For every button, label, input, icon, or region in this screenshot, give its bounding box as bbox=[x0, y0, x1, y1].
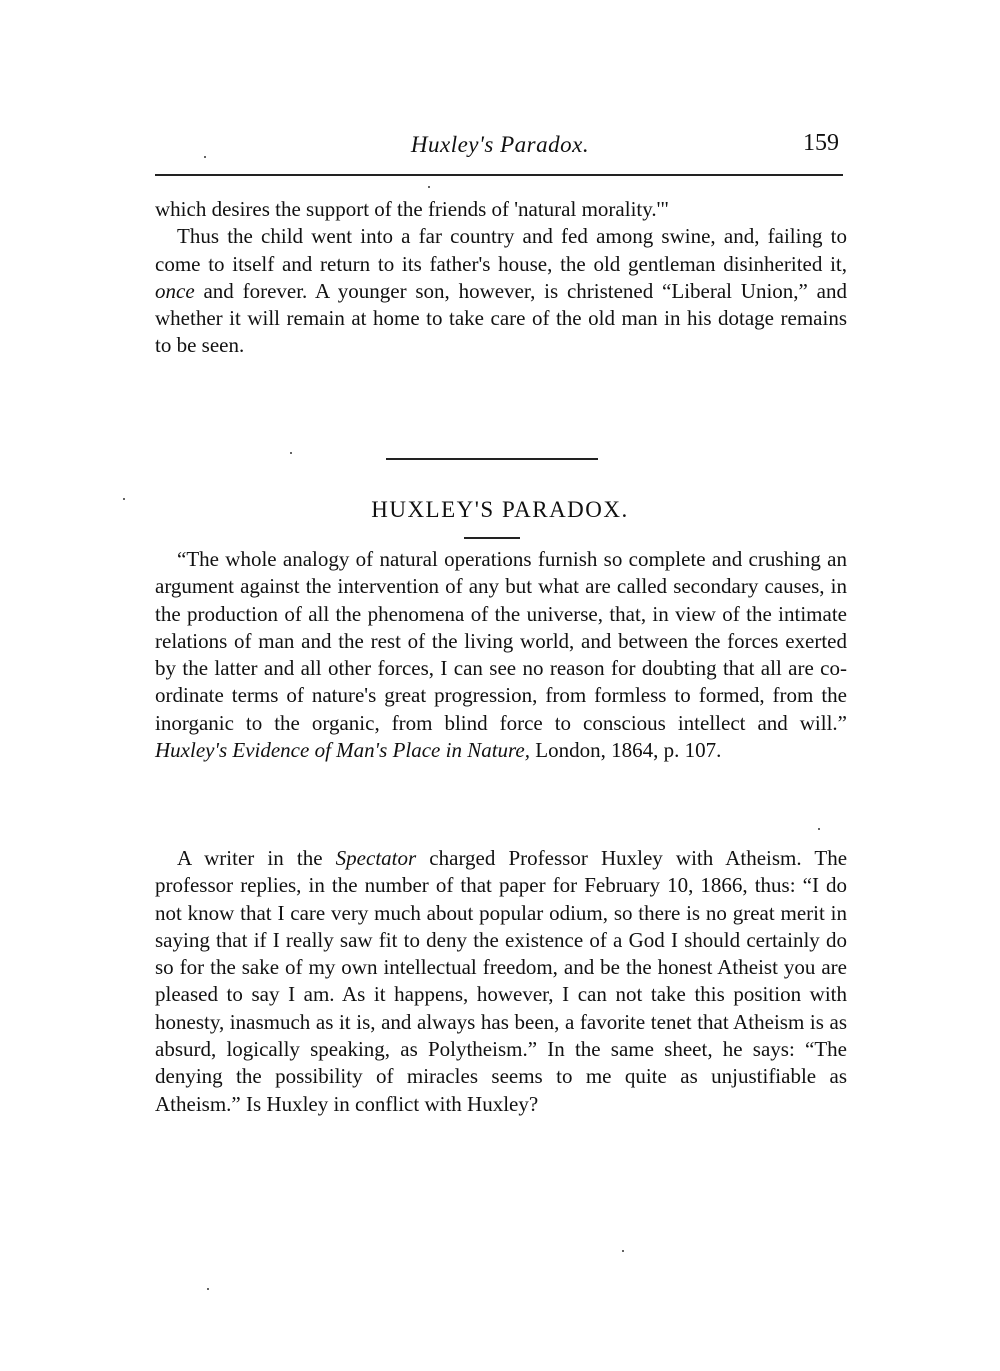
print-speck bbox=[818, 828, 820, 830]
quotation-block bbox=[155, 546, 847, 764]
running-title: Huxley's Paradox. bbox=[410, 132, 590, 157]
paragraph-quote bbox=[155, 546, 847, 764]
title-underline bbox=[464, 537, 520, 539]
quote-text: “The whole analogy of natural operations furnish so complete and crushing an argument against the intervention of any but what are called secondary causes, in the production of all the phenomena of the universe, that, in view of the intimate relations of man and the rest of the living world, and between the forces exerted by the latter and all other forces, I can see no reason for doubting that all are co-ordinate terms of nature's great progression, from formless to formed, from the inorganic to the organic, from blind force to conscious intellect and will.” bbox=[155, 547, 847, 735]
paragraph-prodigal-end: and forever. A younger son, however, is christened “Liberal Union,” and whether it will remain at home to take care of the old man in his dotage remains to be seen. bbox=[155, 278, 847, 358]
paragraph-prodigal bbox=[155, 223, 847, 359]
emphasis-once: once bbox=[155, 278, 195, 303]
print-speck bbox=[290, 452, 292, 454]
citation-details: London, 1864, p. 107. bbox=[535, 738, 722, 763]
print-speck bbox=[204, 156, 206, 158]
emphasis-spectator: Spectator bbox=[335, 846, 417, 870]
section-divider bbox=[386, 458, 598, 460]
print-speck bbox=[123, 498, 125, 500]
paragraph-prodigal-start: Thus the child went into a far country and fed among swine, and, failing to come to itself and return to its father's house, the old gentleman disinherited it, bbox=[155, 224, 847, 276]
continuation-text bbox=[155, 196, 847, 360]
paragraph-spectator-start: A writer in the bbox=[177, 846, 323, 870]
paragraph-spectator bbox=[155, 845, 847, 1118]
body-text bbox=[155, 845, 847, 1118]
paragraph-continued: which desires the support of the friends of 'natural morality.'" bbox=[155, 197, 669, 221]
print-speck bbox=[622, 1250, 624, 1252]
print-speck bbox=[428, 186, 430, 188]
section-title: HUXLEY'S PARADOX. bbox=[371, 497, 629, 522]
citation-title: Huxley's Evidence of Man's Place in Nature, bbox=[155, 738, 531, 763]
page-number: 159 bbox=[803, 130, 839, 156]
print-speck bbox=[207, 1288, 209, 1290]
header-rule bbox=[155, 174, 843, 176]
running-head bbox=[155, 128, 845, 168]
paragraph-spectator-end: charged Professor Huxley with Atheism. The professor replies, in the number of that paper for February 10, 1866, thus: “I do not know that I care very much about popular odium, so there is no great merit in saying that if I really saw fit to deny the existence of a God I should certainly do so for the sake of my own intellectual freedom, and be the honest Atheist you are pleased to say I am. As it happens, however, I can not take this position with honesty, inasmuch as it is, and always has been, a favorite tenet that Atheism is as absurd, logically speaking, as Polytheism.” In the same sheet, he says: “The denying the possibility of miracles seems to me quite as unjustifiable as Atheism.” Is Huxley in conflict with Huxley? bbox=[155, 846, 848, 1116]
